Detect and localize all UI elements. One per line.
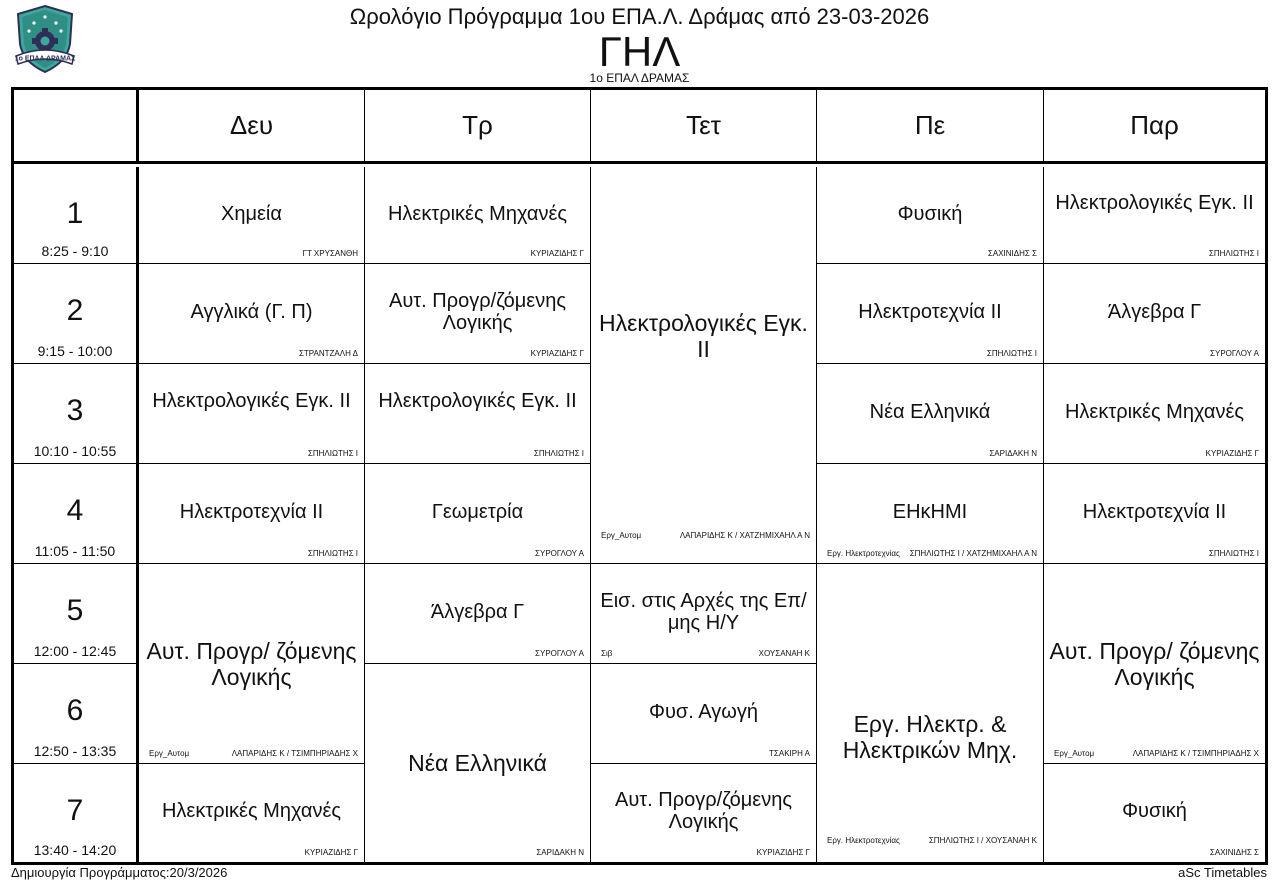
page-title: Ωρολόγιο Πρόγραμμα 1ου ΕΠΑ.Λ. Δράμας από 23-03-2026 [349, 4, 930, 29]
lesson-cell[interactable] [817, 364, 1044, 464]
lesson-teacher: ΣΑΡΙΔΑΚΗ Ν [536, 848, 584, 857]
period-cell [14, 564, 139, 664]
lesson-teacher: ΛΑΠΑΡΙΔΗΣ Κ / ΤΣΙΜΠΗΡΙΑΔΗΣ Χ [1132, 749, 1259, 758]
generator-label: aSc Timetables [1178, 865, 1267, 880]
period-number: 6 [66, 694, 84, 727]
lesson-subject: Ηλεκτροτεχνία II [858, 301, 1002, 323]
period-cell [14, 764, 139, 862]
day-header [365, 90, 591, 164]
period-time: 12:50 - 13:35 [33, 743, 117, 759]
lesson-room: Εργ. Ηλεκτροτεχνίας [827, 836, 900, 845]
lesson-subject: Εισ. στις Αρχές της Επ/μης Η/Υ [600, 590, 807, 634]
lesson-cell[interactable] [817, 264, 1044, 364]
period-number: 1 [66, 197, 84, 230]
lesson-subject: Ηλεκτρικές Μηχανές [387, 202, 568, 225]
lesson-cell[interactable] [591, 564, 817, 664]
lesson-teacher: ΣΠΗΛΙΩΤΗΣ Ι [533, 449, 584, 458]
day-label: Πε [914, 110, 946, 140]
lesson-room: Σιβ [601, 649, 613, 658]
lesson-cell[interactable] [591, 167, 817, 564]
period-number: 3 [66, 394, 84, 427]
lesson-teacher: ΧΟΥΣΑΝΑΗ Κ [758, 649, 810, 658]
lesson-subject: Αυτ. Προγρ/ ζόμενης Λογικής [146, 638, 357, 690]
lesson-cell[interactable] [139, 464, 365, 564]
lesson-subject: Νέα Ελληνικά [869, 401, 991, 423]
lesson-cell[interactable] [365, 264, 591, 364]
day-header [139, 90, 365, 164]
lesson-subject: Φυσ. Αγωγή [649, 701, 758, 723]
corner-cell [14, 90, 139, 164]
day-header [817, 90, 1044, 164]
period-cell [14, 664, 139, 764]
period-time: 10:10 - 10:55 [33, 443, 117, 459]
lesson-room: Εργ_Αυτομ [1054, 749, 1095, 758]
lesson-cell[interactable] [139, 564, 365, 764]
period-time: 11:05 - 11:50 [34, 543, 116, 559]
created-date: Δημιουργία Προγράμματος:20/3/2026 [11, 865, 228, 880]
lesson-cell[interactable] [139, 167, 365, 264]
lesson-cell[interactable] [365, 664, 591, 862]
day-header [1044, 90, 1265, 164]
period-cell [14, 364, 139, 464]
lesson-subject: Ηλεκτρικές Μηχανές [1064, 401, 1245, 423]
lesson-cell[interactable] [1044, 564, 1265, 764]
lesson-subject: Εργ. Ηλεκτρ. & Ηλεκτρικών Μηχ. [842, 711, 1018, 763]
lesson-cell[interactable] [139, 364, 365, 464]
lesson-teacher: ΛΑΠΑΡΙΔΗΣ Κ / ΤΣΙΜΠΗΡΙΑΔΗΣ Χ [231, 749, 358, 758]
lesson-room: Εργ. Ηλεκτροτεχνίας [827, 549, 900, 558]
school-name: 1ο ΕΠΑΛ ΔΡΑΜΑΣ [589, 71, 690, 85]
lesson-teacher: ΚΥΡΙΑΖΙΔΗΣ Γ [1205, 449, 1259, 458]
lesson-teacher: ΚΥΡΙΑΖΙΔΗΣ Γ [304, 848, 358, 857]
lesson-subject: Ηλεκτροτεχνία II [179, 501, 324, 523]
lesson-teacher: ΛΑΠΑΡΙΔΗΣ Κ / ΧΑΤΖΗΜΙΧΑΗΛ Α Ν [679, 531, 810, 540]
timetable-grid [11, 87, 1268, 865]
lesson-cell[interactable] [139, 264, 365, 364]
lesson-subject: Νέα Ελληνικά [408, 750, 547, 776]
lesson-cell[interactable] [1044, 764, 1265, 862]
lesson-teacher: ΣΠΗΛΙΩΤΗΣ Ι [1208, 249, 1259, 258]
period-number: 5 [66, 594, 84, 627]
lesson-cell[interactable] [817, 564, 1044, 862]
lesson-subject: Άλγεβρα Γ [430, 601, 525, 623]
lesson-subject: Αυτ. Προγρ/ζόμενης Λογικής [615, 789, 792, 833]
lesson-teacher: ΣΠΗΛΙΩΤΗΣ Ι [986, 349, 1037, 358]
lesson-teacher: ΣΑΧΙΝΙΔΗΣ Σ [1209, 848, 1259, 857]
lesson-subject: Αγγλικά (Γ. Π) [190, 301, 313, 323]
lesson-teacher: ΣΠΗΛΙΩΤΗΣ Ι [307, 549, 358, 558]
lesson-cell[interactable] [591, 764, 817, 862]
lesson-cell[interactable] [1044, 464, 1265, 564]
lesson-subject: Φυσική [897, 202, 963, 225]
day-label: Τρ [462, 110, 493, 140]
lesson-subject: Αυτ. Προγρ/ ζόμενης Λογικής [1049, 638, 1260, 690]
lesson-teacher: ΤΣΑΚΙΡΗ Α [769, 749, 810, 758]
lesson-subject: Γεωμετρία [431, 501, 524, 523]
period-time: 8:25 - 9:10 [41, 243, 109, 259]
lesson-teacher: ΣΠΗΛΙΩΤΗΣ Ι [1208, 549, 1259, 558]
class-name: ΓΗΛ [598, 28, 681, 75]
period-number: 2 [66, 294, 84, 327]
day-header [591, 90, 817, 164]
lesson-teacher: ΣΑΡΙΔΑΚΗ Ν [989, 449, 1037, 458]
lesson-teacher: ΣΥΡΟΓΛΟΥ Α [535, 649, 584, 658]
period-time: 12:00 - 12:45 [33, 643, 117, 659]
logo-text: 1ο ΕΠΑΛ ΔΡΑΜΑΣ [14, 55, 76, 63]
lesson-cell[interactable] [365, 564, 591, 664]
lesson-teacher: ΣΠΗΛΙΩΤΗΣ Ι / ΧΑΤΖΗΜΙΧΑΗΛ Α Ν [909, 549, 1037, 558]
lesson-cell[interactable] [1044, 167, 1265, 264]
period-cell [14, 167, 139, 264]
lesson-subject: Φυσική [1122, 800, 1187, 822]
lesson-teacher: ΣΑΧΙΝΙΔΗΣ Σ [987, 249, 1037, 258]
day-label: Παρ [1130, 110, 1179, 140]
lesson-cell[interactable] [591, 664, 817, 764]
lesson-subject: ΕΗκΗΜΙ [892, 501, 968, 523]
lesson-teacher: ΚΥΡΙΑΖΙΔΗΣ Γ [530, 249, 584, 258]
day-label: Δευ [229, 110, 274, 140]
lesson-teacher: ΣΥΡΟΓΛΟΥ Α [535, 549, 584, 558]
lesson-cell[interactable] [139, 764, 365, 862]
lesson-teacher: ΣΠΗΛΙΩΤΗΣ Ι [307, 449, 358, 458]
lesson-subject: Ηλεκτρολογικές Εγκ. II [152, 390, 351, 412]
day-label: Τετ [686, 110, 721, 140]
lesson-cell[interactable] [817, 464, 1044, 564]
lesson-subject: Άλγεβρα Γ [1107, 301, 1202, 323]
period-time: 13:40 - 14:20 [33, 842, 117, 858]
lesson-subject: Χημεία [221, 202, 282, 225]
period-cell [14, 264, 139, 364]
lesson-subject: Ηλεκτρικές Μηχανές [161, 800, 342, 822]
lesson-subject: Ηλεκτρολογικές Εγκ. II [599, 309, 808, 362]
lesson-cell[interactable] [1044, 264, 1265, 364]
period-time: 9:15 - 10:00 [37, 343, 113, 359]
lesson-teacher: ΓΤ ΧΡΥΣΑΝΘΗ [302, 249, 358, 258]
lesson-subject: Αυτ. Προγρ/ζόμενης Λογικής [389, 290, 566, 334]
lesson-teacher: ΚΥΡΙΑΖΙΔΗΣ Γ [756, 848, 810, 857]
lesson-cell[interactable] [365, 364, 591, 464]
lesson-cell[interactable] [365, 167, 591, 264]
lesson-teacher: ΣΤΡΑΝΤΖΑΛΗ Δ [298, 349, 358, 358]
lesson-teacher: ΣΥΡΟΓΛΟΥ Α [1210, 349, 1259, 358]
lesson-cell[interactable] [1044, 364, 1265, 464]
period-number: 7 [66, 794, 84, 827]
lesson-subject: Ηλεκτρολογικές Εγκ. II [378, 390, 577, 412]
lesson-subject: Ηλεκτρολογικές Εγκ. II [1055, 191, 1254, 214]
lesson-room: Εργ_Αυτομ [601, 531, 642, 540]
lesson-cell[interactable] [365, 464, 591, 564]
period-number: 4 [66, 494, 84, 527]
lesson-cell[interactable] [817, 167, 1044, 264]
lesson-room: Εργ_Αυτομ [149, 749, 190, 758]
period-cell [14, 464, 139, 564]
lesson-teacher: ΣΠΗΛΙΩΤΗΣ Ι / ΧΟΥΣΑΝΑΗ Κ [928, 836, 1037, 845]
lesson-teacher: ΚΥΡΙΑΖΙΔΗΣ Γ [530, 349, 584, 358]
lesson-subject: Ηλεκτροτεχνία II [1082, 501, 1227, 523]
